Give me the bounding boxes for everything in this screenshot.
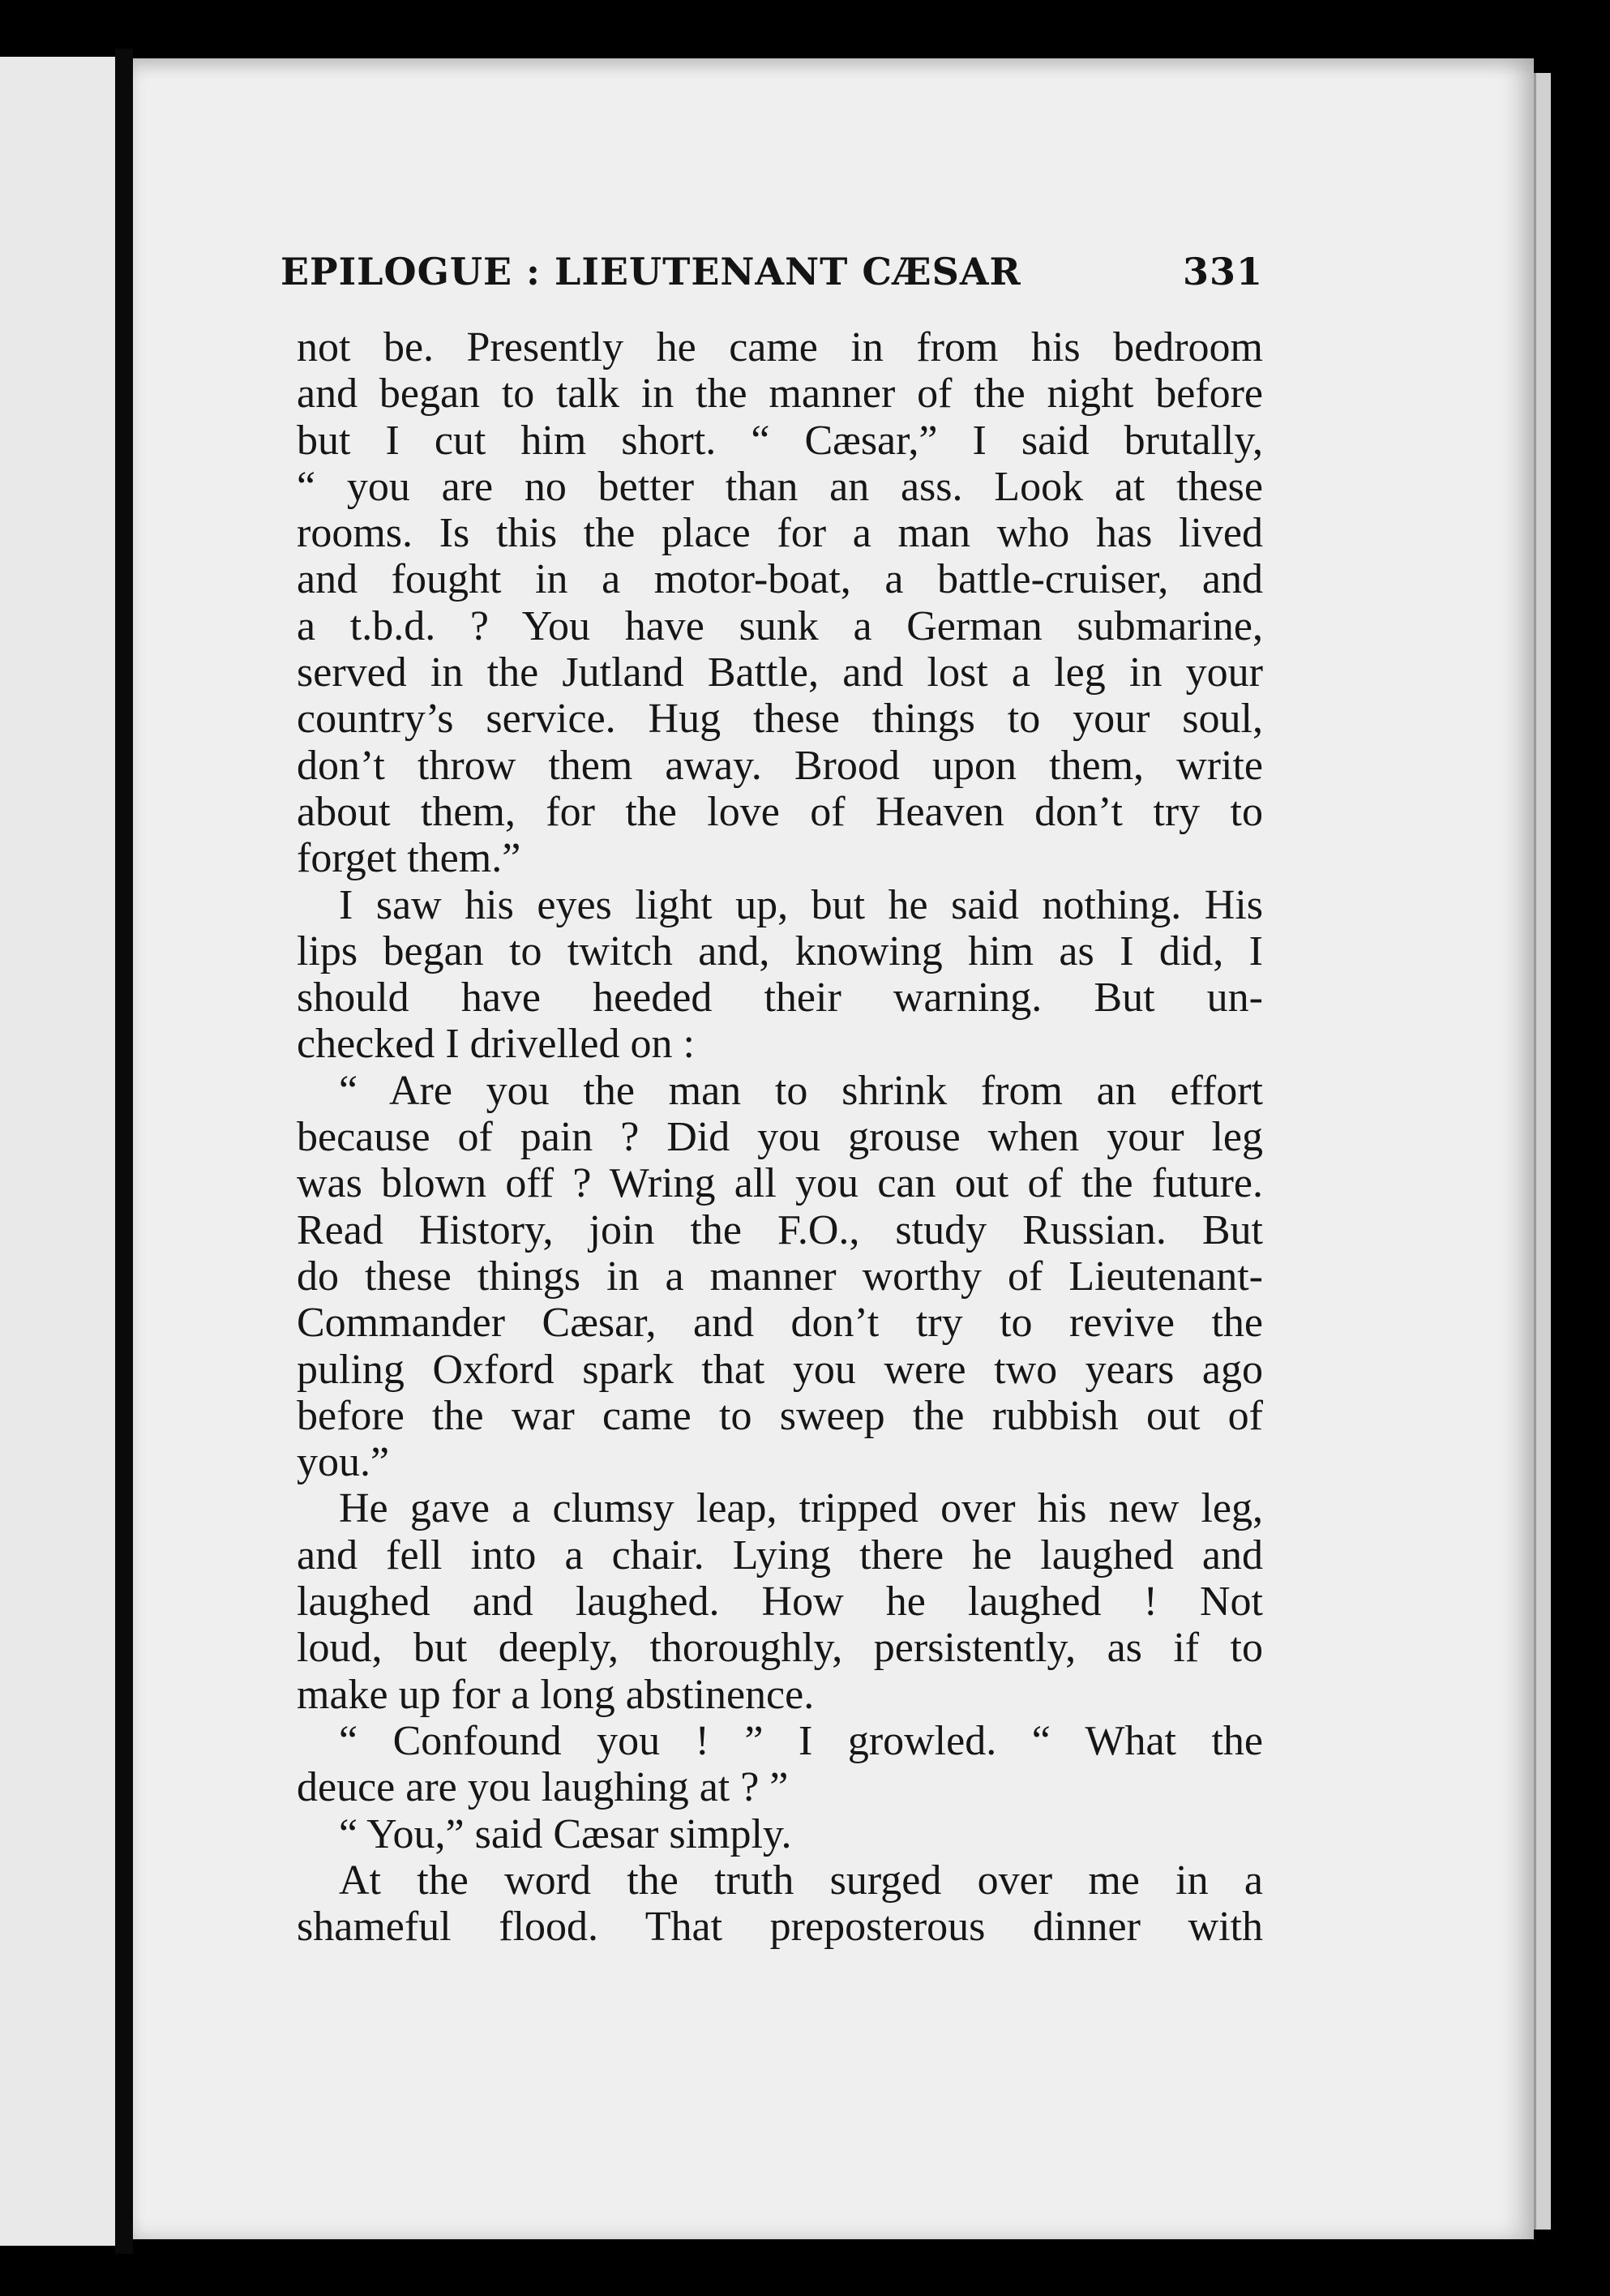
book-gutter <box>115 49 133 2254</box>
text-line: not be. Presently he came in from his bedroom <box>297 324 1263 371</box>
text-line: Read History, join the F.O., study Russian. But <box>297 1206 1263 1253</box>
text-line: before the war came to sweep the rubbish out of <box>297 1392 1263 1439</box>
text-line: do these things in a manner worthy of Lieutenant- <box>297 1253 1263 1300</box>
text-line: shameful flood. That preposterous dinner with <box>297 1904 1263 1951</box>
text-line: deuce are you laughing at ? ” <box>297 1764 789 1811</box>
text-line: “ You,” said Cæsar simply. <box>339 1810 792 1857</box>
text-line: “ Are you the man to shrink from an effort <box>339 1067 1263 1114</box>
text-line: was blown off ? Wring all you can out of the future. <box>297 1160 1263 1207</box>
text-line: and began to talk in the manner of the night before <box>297 371 1263 418</box>
text-line: Commander Cæsar, and don’t try to revive the <box>297 1300 1263 1347</box>
text-line: I saw his eyes light up, but he said nothing. His <box>339 881 1263 928</box>
text-line: At the word the truth surged over me in a <box>339 1857 1263 1904</box>
facing-page-edge <box>0 57 115 2246</box>
text-line: make up for a long abstinence. <box>297 1671 815 1718</box>
running-head-title: EPILOGUE : LIEUTENANT CÆSAR <box>280 250 1021 293</box>
text-line: and fought in a motor-boat, a battle-cruiser, and <box>297 556 1263 603</box>
text-line: don’t throw them away. Brood upon them, write <box>297 742 1263 789</box>
text-line: laughed and laughed. How he laughed ! Not <box>297 1578 1263 1626</box>
text-line: “ Confound you ! ” I growled. “ What the <box>339 1717 1263 1764</box>
text-line: and fell into a chair. Lying there he laughed and <box>297 1531 1263 1578</box>
text-line: puling Oxford spark that you were two years ago <box>297 1346 1263 1393</box>
page-number: 331 <box>1182 250 1263 293</box>
text-line: forget them.” <box>297 835 521 882</box>
running-head <box>280 235 1263 308</box>
text-line: you.” <box>297 1439 390 1486</box>
text-line: “ you are no better than an ass. Look at these <box>297 463 1263 510</box>
text-line: served in the Jutland Battle, and lost a leg in your <box>297 649 1263 696</box>
text-line: loud, but deeply, thoroughly, persistently, as if to <box>297 1625 1263 1672</box>
text-line: should have heeded their warning. But un- <box>297 975 1263 1022</box>
text-line: a t.b.d. ? You have sunk a German submarine, <box>297 602 1263 649</box>
text-line: checked I drivelled on : <box>297 1021 695 1068</box>
body-text <box>297 324 1263 1950</box>
text-line: He gave a clumsy leap, tripped over his new leg, <box>339 1485 1263 1532</box>
text-line: about them, for the love of Heaven don’t try to <box>297 788 1263 835</box>
text-line: rooms. Is this the place for a man who has lived <box>297 510 1263 557</box>
text-line: but I cut him short. “ Cæsar,” I said brutally, <box>297 417 1263 464</box>
text-line: because of pain ? Did you grouse when your leg <box>297 1114 1263 1161</box>
page-fore-edge <box>1534 73 1551 2230</box>
text-line: country’s service. Hug these things to your soul, <box>297 696 1263 743</box>
text-line: lips began to twitch and, knowing him as I did, I <box>297 927 1263 975</box>
